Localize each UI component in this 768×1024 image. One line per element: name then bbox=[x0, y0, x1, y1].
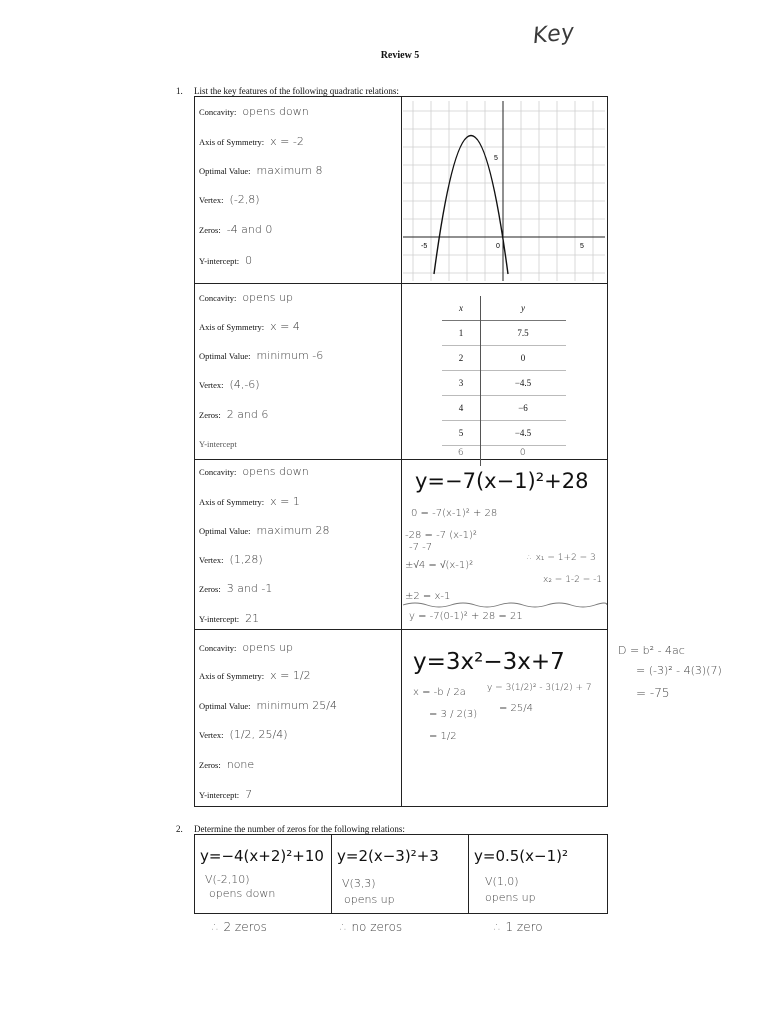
answer-vertex: (4,-6) bbox=[229, 378, 260, 391]
label-optimal: Optimal Value: bbox=[199, 701, 251, 711]
tick-label-origin: 0 bbox=[496, 243, 500, 250]
cell-y: −4.5 bbox=[514, 428, 532, 438]
label-zeros: Zeros: bbox=[199, 410, 221, 420]
answer-zeros: none bbox=[226, 758, 255, 771]
q2-direction: opens up bbox=[485, 891, 536, 904]
q2-vertex: V(1,0) bbox=[485, 875, 519, 888]
wavy-divider bbox=[403, 601, 607, 609]
q1-row-divider bbox=[195, 629, 607, 630]
answer-yint: 7 bbox=[245, 788, 253, 801]
page-title: Review 5 bbox=[380, 50, 420, 61]
cell-y: −4.5 bbox=[514, 378, 532, 388]
values-table bbox=[442, 296, 566, 460]
table-row bbox=[442, 346, 566, 371]
work-line: = 25/4 bbox=[499, 703, 534, 714]
answer-zeros: -4 and 0 bbox=[226, 223, 273, 236]
q2-cell-1 bbox=[195, 835, 332, 913]
table-row bbox=[442, 321, 566, 346]
label-yint-struck: Y-intercept bbox=[199, 439, 237, 449]
label-vertex: Vertex: bbox=[199, 195, 224, 205]
header-y: y bbox=[521, 303, 525, 313]
work-line: = 3 / 2(3) bbox=[429, 709, 478, 720]
q2-cell-2 bbox=[332, 835, 469, 913]
values-table-header bbox=[442, 296, 566, 321]
cell-x: 3 bbox=[458, 378, 464, 388]
cell-y: 0 bbox=[519, 448, 527, 458]
label-optimal: Optimal Value: bbox=[199, 526, 251, 536]
parabola-graph bbox=[403, 101, 605, 281]
work-line: ±2 = x-1 bbox=[405, 591, 451, 602]
work-line: 0 = -7(x-1)² + 28 bbox=[411, 508, 498, 519]
label-axis: Axis of Symmetry: bbox=[199, 497, 265, 507]
work-line: x₂ = 1-2 = -1 bbox=[543, 575, 603, 585]
table-row bbox=[442, 421, 566, 446]
label-concavity: Concavity: bbox=[199, 467, 237, 477]
answer-axis: x = 1 bbox=[270, 495, 300, 508]
q2-equation: y=2(x−3)²+3 bbox=[337, 847, 439, 865]
cell-x: 1 bbox=[458, 328, 464, 338]
answer-yint: 0 bbox=[245, 254, 253, 267]
q2-result: ∴ 1 zero bbox=[494, 920, 543, 934]
discriminant-line: = -75 bbox=[636, 686, 670, 700]
work-line: -28 = -7 (x-1)² bbox=[405, 530, 477, 541]
q2-cell-3 bbox=[469, 835, 607, 913]
q1-prompt: List the key features of the following quadratic relations: bbox=[194, 86, 399, 96]
label-optimal: Optimal Value: bbox=[199, 166, 251, 176]
work-line: = 1/2 bbox=[429, 731, 457, 742]
q2-result: ∴ no zeros bbox=[340, 920, 403, 934]
answer-zeros: 2 and 6 bbox=[226, 408, 269, 421]
label-axis: Axis of Symmetry: bbox=[199, 671, 265, 681]
q2-equation: y=0.5(x−1)² bbox=[474, 847, 569, 865]
table-row-handwritten bbox=[442, 446, 566, 460]
q1-row-divider bbox=[195, 283, 607, 284]
work-line: x = -b / 2a bbox=[413, 687, 466, 698]
answer-optimal: minimum -6 bbox=[256, 349, 324, 362]
label-vertex: Vertex: bbox=[199, 555, 224, 565]
q2-direction: opens up bbox=[344, 893, 395, 906]
answer-vertex: (1,28) bbox=[229, 553, 263, 566]
equation-standard-form: y=3x²−3x+7 bbox=[413, 649, 565, 675]
equation-vertex-form: y=−7(x−1)²+28 bbox=[415, 469, 589, 493]
answer-vertex: (-2,8) bbox=[229, 193, 260, 206]
values-table-divider bbox=[480, 296, 481, 466]
discriminant-line: = (-3)² - 4(3)(7) bbox=[636, 664, 722, 677]
label-zeros: Zeros: bbox=[199, 760, 221, 770]
answer-concavity: opens down bbox=[242, 105, 309, 118]
label-yint: Y-intercept: bbox=[199, 614, 240, 624]
answer-optimal: maximum 28 bbox=[256, 524, 330, 537]
answer-yint: 21 bbox=[245, 612, 260, 625]
q2-direction: opens down bbox=[209, 887, 276, 900]
label-axis: Axis of Symmetry: bbox=[199, 322, 265, 332]
q2-vertex: V(-2,10) bbox=[205, 873, 250, 886]
answer-axis: x = -2 bbox=[270, 135, 304, 148]
answer-axis: x = 1/2 bbox=[270, 669, 311, 682]
label-vertex: Vertex: bbox=[199, 380, 224, 390]
answer-optimal: minimum 25/4 bbox=[256, 699, 337, 712]
label-yint: Y-intercept: bbox=[199, 256, 240, 266]
q2-vertex: V(3,3) bbox=[342, 877, 376, 890]
cell-x: 6 bbox=[457, 448, 465, 458]
work-line: y = 3(1/2)² - 3(1/2) + 7 bbox=[487, 683, 592, 693]
label-concavity: Concavity: bbox=[199, 293, 237, 303]
q2-equation: y=−4(x+2)²+10 bbox=[200, 847, 324, 865]
cell-y: 0 bbox=[520, 353, 526, 363]
cell-x: 2 bbox=[458, 353, 464, 363]
q2-table bbox=[194, 834, 608, 914]
graph-grid bbox=[403, 101, 605, 281]
answer-concavity: opens up bbox=[242, 291, 293, 304]
answer-zeros: 3 and -1 bbox=[226, 582, 273, 595]
label-optimal: Optimal Value: bbox=[199, 351, 251, 361]
table-row bbox=[442, 396, 566, 421]
tick-label-y5: 5 bbox=[494, 155, 498, 162]
q1-number: 1. bbox=[176, 86, 183, 96]
q2-number: 2. bbox=[176, 824, 183, 834]
label-concavity: Concavity: bbox=[199, 643, 237, 653]
cell-y: 7.5 bbox=[517, 328, 529, 338]
work-line: y = -7(0-1)² + 28 = 21 bbox=[409, 611, 523, 622]
label-concavity: Concavity: bbox=[199, 107, 237, 117]
answer-optimal: maximum 8 bbox=[256, 164, 323, 177]
table-row bbox=[442, 371, 566, 396]
q2-prompt: Determine the number of zeros for the following relations: bbox=[194, 824, 405, 834]
label-yint: Y-intercept: bbox=[199, 790, 240, 800]
cell-y: −6 bbox=[518, 403, 528, 413]
work-line: -7 -7 bbox=[409, 542, 433, 553]
answer-concavity: opens down bbox=[242, 465, 309, 478]
answer-vertex: (1/2, 25/4) bbox=[229, 728, 288, 741]
answer-concavity: opens up bbox=[242, 641, 293, 654]
answer-axis: x = 4 bbox=[270, 320, 300, 333]
q2-result: ∴ 2 zeros bbox=[212, 920, 267, 934]
label-zeros: Zeros: bbox=[199, 584, 221, 594]
cell-x: 4 bbox=[458, 403, 464, 413]
tick-label-neg5: -5 bbox=[421, 243, 428, 250]
work-line: ±√4 = √(x-1)² bbox=[405, 560, 474, 571]
tick-label-pos5: 5 bbox=[580, 243, 584, 250]
discriminant-line: D = b² - 4ac bbox=[618, 644, 685, 657]
key-handwritten-mark: Key bbox=[531, 19, 576, 50]
cell-x: 5 bbox=[458, 428, 464, 438]
label-vertex: Vertex: bbox=[199, 730, 224, 740]
q1-column-divider bbox=[401, 97, 402, 806]
work-line: ∴ x₁ = 1+2 = 3 bbox=[527, 553, 596, 563]
header-x: x bbox=[459, 303, 463, 313]
label-zeros: Zeros: bbox=[199, 225, 221, 235]
label-axis: Axis of Symmetry: bbox=[199, 137, 265, 147]
